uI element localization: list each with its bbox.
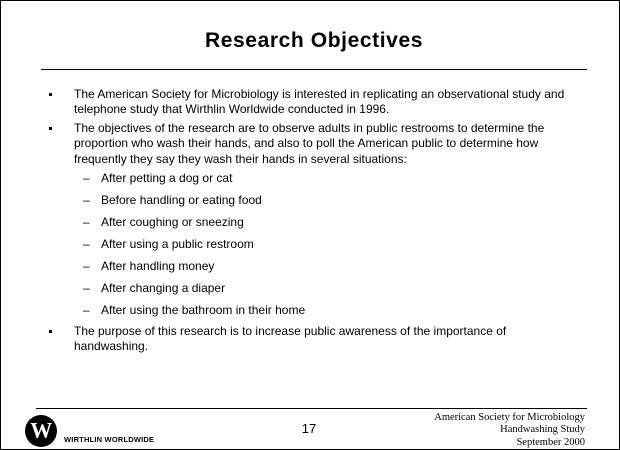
bullet-text: The purpose of this research is to increase public awareness of the importance of handwashing. — [74, 324, 507, 354]
bullet-item — [45, 87, 579, 118]
dash-bullet-icon: – — [83, 281, 90, 296]
dash-bullet-icon: – — [83, 259, 90, 274]
footer-credits — [345, 412, 585, 449]
title-divider — [41, 69, 587, 70]
bullet-text: The objectives of the research are to observe adults in public restrooms to determine the proportion who wash their hands, and also to poll the American public to determine how frequently they say they wash their hands in several situations: — [74, 120, 545, 166]
dash-bullet-icon: – — [83, 237, 90, 252]
page-number: 17 — [301, 421, 317, 436]
square-bullet-icon — [49, 121, 74, 137]
dash-bullet-icon: – — [83, 303, 90, 318]
footer-client: American Society for Microbiology — [434, 412, 585, 423]
sub-bullet-item — [45, 280, 579, 297]
footer-study: Handwashing Study — [500, 424, 585, 436]
sub-bullet-text: After petting a dog or cat — [101, 171, 233, 186]
sub-bullet-text: Before handling or eating food — [101, 193, 262, 208]
dash-bullet-icon: – — [83, 193, 90, 208]
square-bullet-icon — [49, 87, 74, 103]
sub-bullet-item — [45, 302, 579, 319]
sub-bullet-text: After changing a diaper — [101, 281, 226, 296]
bullet-item — [45, 324, 579, 355]
footer-date: September 2000 — [516, 436, 585, 448]
sub-bullet-item — [45, 192, 579, 209]
sub-bullet-text: After using the bathroom in their home — [101, 303, 306, 318]
footer-divider — [36, 408, 587, 409]
wirthlin-logo — [25, 415, 154, 447]
wirthlin-w-icon — [25, 415, 57, 447]
sub-bullet-text: After coughing or sneezing — [101, 215, 244, 230]
dash-bullet-icon: – — [83, 171, 90, 186]
square-bullet-icon — [49, 324, 74, 340]
sub-bullet-item — [45, 214, 579, 231]
sub-bullet-item — [45, 170, 579, 187]
slide-body — [45, 87, 579, 358]
bullet-item — [45, 121, 579, 167]
sub-bullet-item — [45, 236, 579, 253]
wirthlin-w-glyph: W — [30, 417, 52, 443]
sub-bullet-item — [45, 258, 579, 275]
page-title: Research Objectives — [204, 29, 424, 52]
sub-bullet-text: After handling money — [101, 259, 215, 274]
sub-bullet-text: After using a public restroom — [101, 237, 254, 252]
wirthlin-logo-label: WIRTHLIN WORLDWIDE — [64, 434, 155, 444]
bullet-text: The American Society for Microbiology is interested in replicating an observational study and telephone study that Wirthlin Worldwide conducted in 1996. — [74, 87, 565, 117]
dash-bullet-icon: – — [83, 215, 90, 230]
